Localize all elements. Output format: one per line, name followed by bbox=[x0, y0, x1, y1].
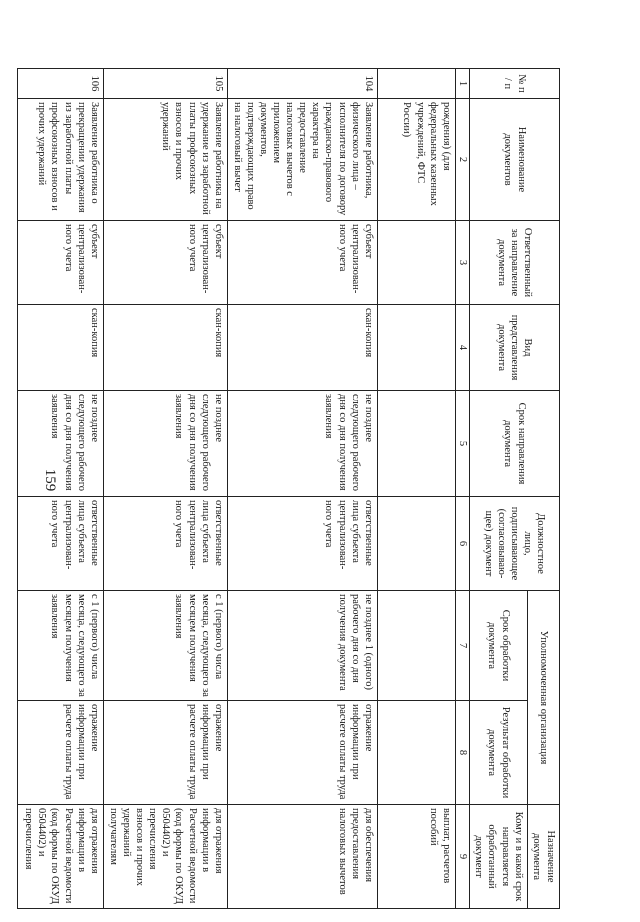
result-cell: отражение информации при расчете оплаты труда bbox=[227, 701, 377, 805]
table-row bbox=[17, 69, 103, 909]
column-number: 3 bbox=[455, 221, 469, 305]
row-number: 106 bbox=[17, 69, 103, 99]
processing-term-cell bbox=[377, 591, 455, 701]
document-register-table-wrapper bbox=[23, 68, 560, 908]
document-name-cell: Заявление работника, физического лица – исполнителя по договору гражданско-правового характера на предоставление налоговых вычетов с приложением документов, подтверждающих право на налоговый вычет bbox=[227, 99, 377, 221]
header-group-authorized-org: Уполномоченная организация bbox=[528, 591, 560, 805]
document-name-cell: рождения) (для федеральных казенных учреждений, ФТС России) bbox=[377, 99, 455, 221]
column-number: 9 bbox=[455, 805, 469, 909]
column-number: 2 bbox=[455, 99, 469, 221]
document-name-cell: Заявление работника о прекращении удержания из заработной платы профсоюзных взносов и прочих удержаний bbox=[17, 99, 103, 221]
result-cell: отражение информации при расчете оплаты труда bbox=[103, 701, 227, 805]
column-number: 7 bbox=[455, 591, 469, 701]
deadline-cell: не позднее следующего рабочего дня со дня получения заявления bbox=[17, 391, 103, 497]
column-number: 8 bbox=[455, 701, 469, 805]
row-number bbox=[377, 69, 455, 99]
header-processing-term: Срок обработки документа bbox=[470, 591, 528, 701]
header-deadline: Срок направления документа bbox=[470, 391, 560, 497]
header-responsible: Ответственный за направление документа bbox=[470, 221, 560, 305]
responsible-cell: субъект централизован- ного учета bbox=[103, 221, 227, 305]
responsible-cell bbox=[377, 221, 455, 305]
document-register-table bbox=[17, 68, 560, 909]
column-number: 4 bbox=[455, 305, 469, 391]
deadline-cell: не позднее следующего рабочего дня со дня получения заявления bbox=[227, 391, 377, 497]
deadline-cell bbox=[377, 391, 455, 497]
table-row bbox=[377, 69, 455, 909]
header-format: Вид представления документа bbox=[470, 305, 560, 391]
header-recipient: Кому и в какой срок направляется обработанный документ bbox=[470, 805, 528, 909]
page-number: 159 bbox=[42, 468, 58, 492]
format-cell: скан-копия bbox=[17, 305, 103, 391]
processing-term-cell: с 1 (первого) числа месяца, следующего за месяцем получения заявления bbox=[17, 591, 103, 701]
signer-cell: ответственные лица субъекта централизован- ного учета bbox=[227, 497, 377, 591]
document-name-cell: Заявление работника на удержание из заработной платы профсоюзных взносов и прочих удержаний bbox=[103, 99, 227, 221]
signer-cell bbox=[377, 497, 455, 591]
column-number: 5 bbox=[455, 391, 469, 497]
signer-cell: ответственные лица субъекта централизован- ного учета bbox=[17, 497, 103, 591]
format-cell bbox=[377, 305, 455, 391]
deadline-cell: не позднее следующего рабочего дня со дня получения заявления bbox=[103, 391, 227, 497]
header-group-purpose: Назначение документа bbox=[528, 805, 560, 909]
header-result: Результат обработки документа bbox=[470, 701, 528, 805]
result-cell bbox=[377, 701, 455, 805]
responsible-cell: субъект централизован- ного учета bbox=[227, 221, 377, 305]
recipient-cell: для отражения информации в Расчетной ведомости (код формы по ОКУД 0504402) и перечисления взносов и прочих удержаний получателям bbox=[103, 805, 227, 909]
processing-term-cell: не позднее 1 (одного) рабочего дня со дня получения документа bbox=[227, 591, 377, 701]
format-cell: скан-копия bbox=[103, 305, 227, 391]
table-row bbox=[227, 69, 377, 909]
signer-cell: ответственные лица субъекта централизован- ного учета bbox=[103, 497, 227, 591]
format-cell: скан-копия bbox=[227, 305, 377, 391]
recipient-cell: для обеспечения предоставления налоговых вычетов bbox=[227, 805, 377, 909]
result-cell: отражение информации при расчете оплаты труда bbox=[17, 701, 103, 805]
recipient-cell: для отражения информации в Расчетной ведомости (код формы по ОКУД 0504402) и перечисления bbox=[17, 805, 103, 909]
header-number: № п / п bbox=[470, 69, 560, 99]
recipient-cell: выплат, расчетов пособий bbox=[377, 805, 455, 909]
column-number: 1 bbox=[455, 69, 469, 99]
processing-term-cell: с 1 (первого) числа месяца, следующего за месяцем получения заявления bbox=[103, 591, 227, 701]
responsible-cell: субъект централизован- ного учета bbox=[17, 221, 103, 305]
column-number-row bbox=[455, 69, 469, 909]
header-document-name: Наименование документов bbox=[470, 99, 560, 221]
column-number: 6 bbox=[455, 497, 469, 591]
header-group-row bbox=[528, 69, 560, 909]
row-number: 104 bbox=[227, 69, 377, 99]
header-signer: Должностное лицо, подписывающее (согласовываю- щее) документ bbox=[470, 497, 560, 591]
row-number: 105 bbox=[103, 69, 227, 99]
table-row bbox=[103, 69, 227, 909]
